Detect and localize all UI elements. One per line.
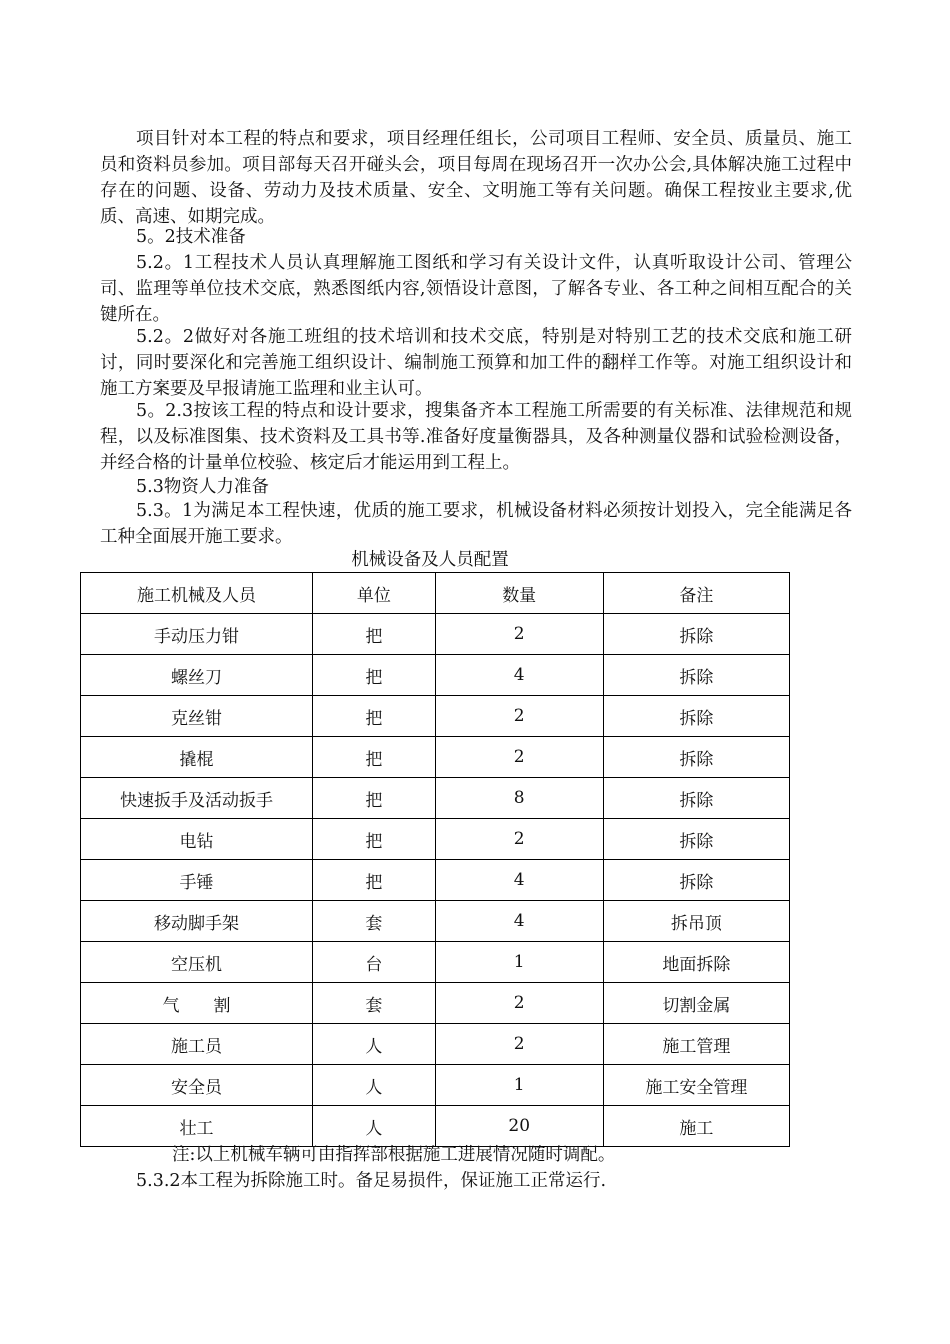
table-cell-remarks: 施工 <box>603 1106 789 1147</box>
table-cell-quantity: 2 <box>435 983 603 1024</box>
table-cell-quantity: 2 <box>435 614 603 655</box>
table-cell-equipment: 手动压力钳 <box>81 614 313 655</box>
table-row <box>81 819 790 860</box>
table-cell-unit: 人 <box>313 1106 435 1147</box>
table-cell-equipment: 空压机 <box>81 942 313 983</box>
paragraph-5-3-1: 5.3。1为满足本工程快速，优质的施工要求，机械设备材料必须按计划投入，完全能满足各工种全面展开施工要求。 <box>100 501 852 547</box>
table-row <box>81 696 790 737</box>
table-cell-remarks: 拆除 <box>603 819 789 860</box>
table-cell-quantity: 8 <box>435 778 603 819</box>
equipment-table <box>80 572 790 1147</box>
table-row <box>81 942 790 983</box>
table-cell-unit: 把 <box>313 696 435 737</box>
table-cell-remarks: 施工安全管理 <box>603 1065 789 1106</box>
table-cell-quantity: 2 <box>435 737 603 778</box>
table-row <box>81 860 790 901</box>
table-row <box>81 737 790 778</box>
paragraph-5-2-1: 5.2。1工程技术人员认真理解施工图纸和学习有关设计文件，认真听取设计公司、管理公司、监理等单位技术交底，熟悉图纸内容,领悟设计意图，了解各专业、各工种之间相互配合的关键所在。 <box>100 253 852 325</box>
table-cell-equipment: 快速扳手及活动扳手 <box>81 778 313 819</box>
table-cell-equipment: 电钻 <box>81 819 313 860</box>
table-cell-remarks: 拆除 <box>603 655 789 696</box>
table-row <box>81 901 790 942</box>
table-cell-remarks: 地面拆除 <box>603 942 789 983</box>
table-cell-equipment: 安全员 <box>81 1065 313 1106</box>
table-cell-unit: 把 <box>313 778 435 819</box>
table-note: 注:以上机械车辆可由指挥部根据施工进展情况随时调配。 <box>172 1145 616 1165</box>
table-row <box>81 778 790 819</box>
table-cell-unit: 人 <box>313 1024 435 1065</box>
table-row <box>81 1065 790 1106</box>
table-caption: 机械设备及人员配置 <box>351 550 509 570</box>
paragraph-5-2-2: 5.2。2做好对各施工班组的技术培训和技术交底，特别是对特别工艺的技术交底和施工研讨，同时要深化和完善施工组织设计、编制施工预算和加工件的翻样工作等。对施工组织设计和施工方案要及早报请施工监理和业主认可。 <box>100 327 852 399</box>
table-row <box>81 655 790 696</box>
header-cell-quantity: 数量 <box>435 573 603 614</box>
header-cell-remarks: 备注 <box>603 573 789 614</box>
header-cell-equipment: 施工机械及人员 <box>81 573 313 614</box>
table-row <box>81 1024 790 1065</box>
table-cell-equipment: 螺丝刀 <box>81 655 313 696</box>
table-cell-remarks: 拆吊顶 <box>603 901 789 942</box>
table-cell-remarks: 拆除 <box>603 696 789 737</box>
table-cell-equipment: 气 割 <box>81 983 313 1024</box>
table-cell-equipment: 壮工 <box>81 1106 313 1147</box>
table-cell-unit: 把 <box>313 655 435 696</box>
table-cell-unit: 人 <box>313 1065 435 1106</box>
paragraph-5-2-3: 5。2.3按该工程的特点和设计要求，搜集备齐本工程施工所需要的有关标准、法律规范和规程，以及标准图集、技术资料及工具书等.准备好度量衡器具，及各种测量仪器和试验检测设备，并经合格的计量单位校验、核定后才能运用到工程上。 <box>100 401 852 473</box>
table-cell-unit: 把 <box>313 860 435 901</box>
table-cell-equipment: 手锤 <box>81 860 313 901</box>
table-cell-quantity: 4 <box>435 860 603 901</box>
table-cell-unit: 把 <box>313 614 435 655</box>
table-cell-quantity: 2 <box>435 696 603 737</box>
table-cell-quantity: 2 <box>435 819 603 860</box>
table-cell-equipment: 移动脚手架 <box>81 901 313 942</box>
intro-paragraph: 项目针对本工程的特点和要求，项目经理任组长，公司项目工程师、安全员、质量员、施工员和资料员参加。项目部每天召开碰头会，项目每周在现场召开一次办公会,具体解决施工过程中存在的问题、设备、劳动力及技术质量、安全、文明施工等有关问题。确保工程按业主要求,优质、高速、如期完成。 <box>100 129 852 227</box>
table-cell-unit: 把 <box>313 737 435 778</box>
table-cell-equipment: 施工员 <box>81 1024 313 1065</box>
table-cell-quantity: 4 <box>435 901 603 942</box>
table-cell-quantity: 4 <box>435 655 603 696</box>
table-cell-remarks: 施工管理 <box>603 1024 789 1065</box>
table-cell-quantity: 20 <box>435 1106 603 1147</box>
table-cell-remarks: 拆除 <box>603 737 789 778</box>
section-heading-5-2: 5。2技术准备 <box>136 227 246 247</box>
section-heading-5-3: 5.3物资人力准备 <box>136 477 269 497</box>
table-body <box>81 614 790 1147</box>
table-cell-remarks: 切割金属 <box>603 983 789 1024</box>
table-row <box>81 1106 790 1147</box>
table-cell-equipment: 克丝钳 <box>81 696 313 737</box>
table-cell-unit: 台 <box>313 942 435 983</box>
table-cell-unit: 把 <box>313 819 435 860</box>
table-cell-quantity: 1 <box>435 1065 603 1106</box>
header-cell-unit: 单位 <box>313 573 435 614</box>
table-header-row <box>81 573 790 614</box>
table-cell-quantity: 1 <box>435 942 603 983</box>
table-cell-unit: 套 <box>313 901 435 942</box>
table-cell-remarks: 拆除 <box>603 614 789 655</box>
table-cell-equipment: 撬棍 <box>81 737 313 778</box>
paragraph-5-3-2: 5.3.2本工程为拆除施工时。备足易损件，保证施工正常运行. <box>136 1171 607 1191</box>
table-cell-quantity: 2 <box>435 1024 603 1065</box>
table-cell-unit: 套 <box>313 983 435 1024</box>
table-cell-remarks: 拆除 <box>603 860 789 901</box>
table-row <box>81 614 790 655</box>
table-cell-remarks: 拆除 <box>603 778 789 819</box>
table-row <box>81 983 790 1024</box>
